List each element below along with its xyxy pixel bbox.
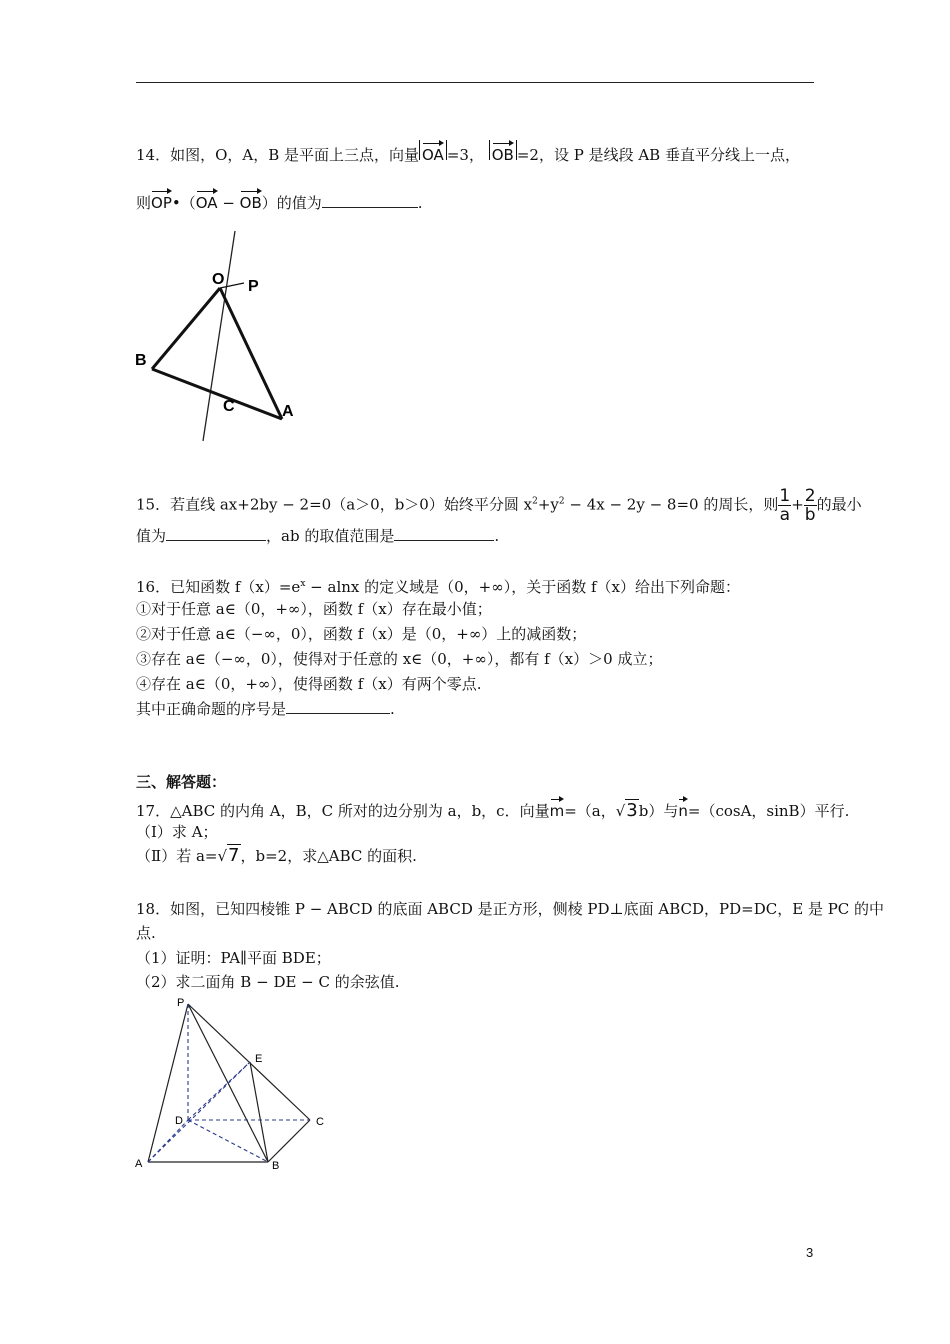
- answer-blank-q15b: [394, 526, 494, 541]
- label-c: C: [316, 1116, 324, 1128]
- q17-line1: 17．△ABC 的内角 A，B，C 所对的边分别为 a，b，c．向量m=（a，√3b）与n=（cosA，sinB）平行.: [136, 796, 849, 822]
- sqrt-3: √3: [615, 800, 638, 821]
- q16-item4: ④存在 a∈（0，+∞），使得函数 f（x）有两个零点.: [136, 675, 482, 693]
- label-e: E: [255, 1053, 263, 1065]
- q16-line1: 16．已知函数 $f(x)=e^x - alnx$ 的定义域是（0，+∞），关于函数 f（x）给出下列命题：: [136, 578, 741, 596]
- q18-part1: （1）证明：PA∥平面 BDE；: [136, 949, 331, 967]
- q16-item2: ②对于任意 a∈（−∞，0），函数 f（x）是（0，+∞）上的减函数；: [136, 625, 587, 643]
- label-a: A: [282, 403, 294, 420]
- section-heading: 三、解答题：: [136, 773, 227, 791]
- q18-line2: 点.: [136, 924, 156, 942]
- q18-line1: 18．如图，已知四棱锥 P − ABCD 的底面 ABCD 是正方形，侧棱 PD⊥底面 ABCD，PD=DC，E 是 PC 的中: [136, 900, 885, 918]
- q17-part2: （Ⅱ）若 a=√7，b=2，求△ABC 的面积.: [136, 845, 417, 866]
- q14-line1: 14．如图，O，A，B 是平面上三点，向量 OA =3， OB =2，设 P 是线段 AB 垂直平分线上一点，: [136, 140, 800, 166]
- fraction-2-over-b: $\frac{2}{b}$: [804, 486, 816, 525]
- vector-ob: OB: [492, 140, 514, 166]
- answer-blank-q14: [322, 193, 418, 208]
- header-rule: [136, 82, 814, 83]
- sqrt-7: √7: [217, 845, 240, 866]
- q17-part1: （Ⅰ）求 A；: [136, 823, 218, 841]
- label-b: B: [135, 352, 147, 369]
- triangle-figure: [130, 225, 310, 450]
- q18-part2: （2）求二面角 B − DE − C 的余弦值.: [136, 973, 400, 991]
- vector-n: n: [678, 796, 688, 822]
- answer-blank-q15a: [166, 526, 266, 541]
- q15-line1: 15．若直线 ax+2by − 2=0（a＞0，b＞0）始终平分圆 $x^2+y^2 - 4x - 2y - 8=0$ 的周长，则 $\frac{1}{a}$ + $\frac{2}{b}$ 的最小: [136, 486, 862, 525]
- pyramid-figure: [130, 992, 340, 1177]
- q16-item3: ③存在 a∈（−∞，0），使得对于任意的 x∈（0，+∞），都有 f（x）＞0 成立；: [136, 650, 663, 668]
- vector-m: m: [550, 796, 565, 822]
- label-c: C: [223, 398, 235, 415]
- q16-item1: ①对于任意 a∈（0，+∞），函数 f（x）存在最小值；: [136, 600, 492, 618]
- label-o: O: [212, 271, 225, 288]
- label-a: A: [135, 1158, 143, 1170]
- answer-blank-q16: [286, 699, 390, 714]
- label-p: P: [248, 278, 259, 295]
- q14-line2: 则OP•（OA − OB）的值为 .: [136, 188, 423, 214]
- label-b: B: [272, 1160, 280, 1172]
- fraction-1-over-a: $\frac{1}{a}$: [779, 486, 791, 525]
- vector-oa: OA: [422, 140, 444, 166]
- vector-op: OP: [151, 188, 172, 214]
- q15-line2: 值为 ，ab 的取值范围是 .: [136, 527, 500, 545]
- label-p: P: [177, 997, 185, 1009]
- page-number: 3: [806, 1245, 814, 1260]
- q16-last: 其中正确命题的序号是 .: [136, 700, 395, 718]
- label-d: D: [175, 1115, 183, 1127]
